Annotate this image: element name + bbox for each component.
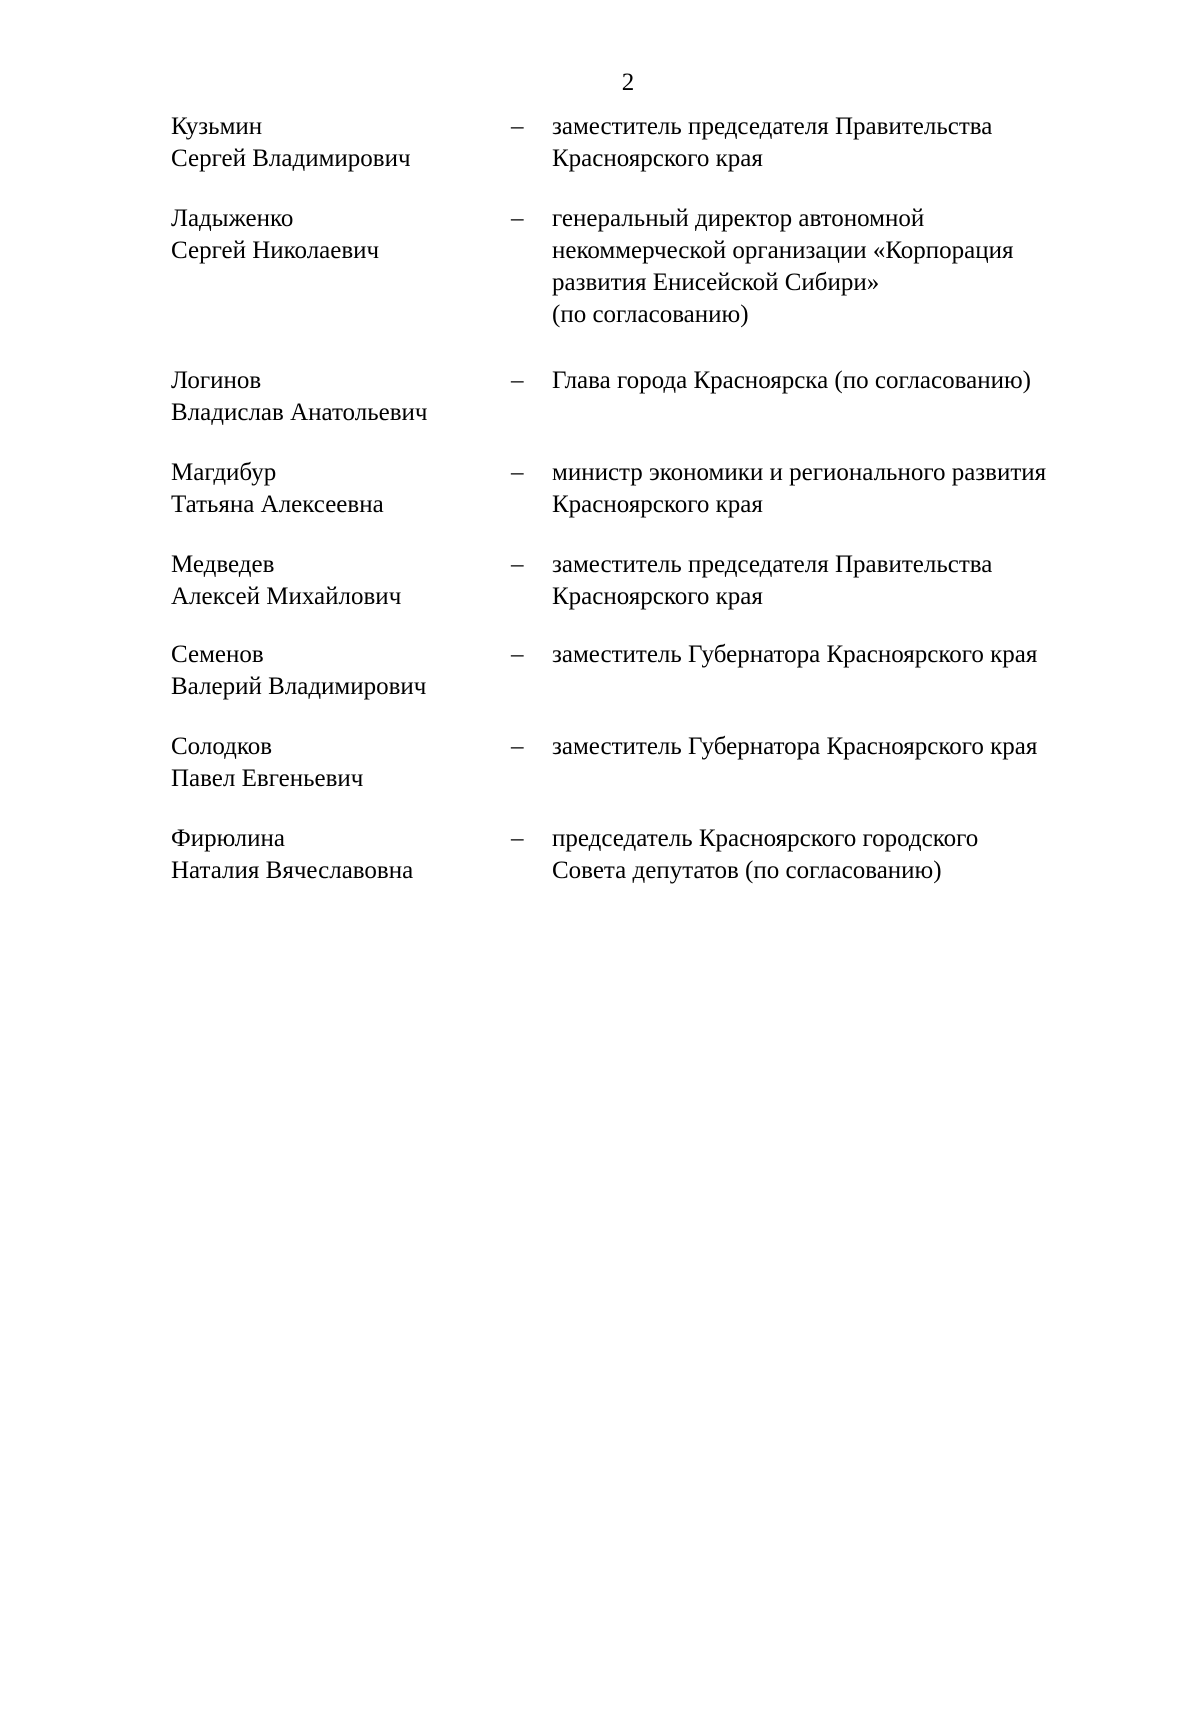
list-item — [171, 639, 1171, 703]
page-number: 2 — [621, 69, 635, 96]
member-position: министр экономики и регионального развития Красноярского края — [552, 459, 1047, 518]
member-given-names: Валерий Владимирович — [171, 673, 427, 700]
dash-separator: – — [511, 825, 524, 852]
member-surname: Ладыженко — [171, 205, 294, 232]
member-surname: Магдибур — [171, 459, 277, 486]
dash-separator: – — [511, 551, 524, 578]
member-name — [171, 823, 511, 887]
member-given-names: Сергей Николаевич — [171, 237, 380, 264]
dash-separator: – — [511, 113, 524, 140]
member-name — [171, 203, 511, 331]
member-position: председатель Красноярского городского Совета депутатов (по согласованию) — [552, 825, 979, 884]
member-given-names: Владислав Анатольевич — [171, 399, 428, 426]
member-surname: Логинов — [171, 367, 262, 394]
member-position: заместитель председателя Правительства Красноярского края — [552, 113, 993, 172]
member-name — [171, 457, 511, 521]
member-surname: Кузьмин — [171, 113, 263, 140]
member-given-names: Сергей Владимирович — [171, 145, 411, 172]
member-name — [171, 111, 511, 175]
dash-separator: – — [511, 367, 524, 394]
member-given-names: Павел Евгеньевич — [171, 765, 364, 792]
dash-separator: – — [511, 205, 524, 232]
member-given-names: Алексей Михайлович — [171, 583, 402, 610]
member-name — [171, 549, 511, 613]
member-position: заместитель Губернатора Красноярского края — [552, 641, 1038, 668]
list-item — [171, 549, 1171, 613]
member-surname: Семенов — [171, 641, 264, 668]
member-surname: Солодков — [171, 733, 273, 760]
list-item — [171, 111, 1171, 175]
dash-separator: – — [511, 459, 524, 486]
member-name — [171, 365, 511, 429]
member-given-names: Татьяна Алексеевна — [171, 491, 384, 518]
dash-separator: – — [511, 641, 524, 668]
member-position: генеральный директор автономной некоммерческой организации «Корпорация развития Енисейской Сибири» (по согласованию) — [552, 205, 1014, 328]
list-item — [171, 203, 1171, 331]
member-position: заместитель Губернатора Красноярского края — [552, 733, 1038, 760]
member-position: заместитель председателя Правительства Красноярского края — [552, 551, 993, 610]
dash-separator: – — [511, 733, 524, 760]
member-name — [171, 639, 511, 703]
list-item — [171, 823, 1171, 887]
member-name — [171, 731, 511, 795]
list-item — [171, 457, 1171, 521]
member-surname: Медведев — [171, 551, 275, 578]
list-item — [171, 731, 1171, 795]
member-list — [171, 111, 1171, 887]
member-position: Глава города Красноярска (по согласованию) — [552, 367, 1031, 394]
member-surname: Фирюлина — [171, 825, 286, 852]
member-given-names: Наталия Вячеславовна — [171, 857, 414, 884]
list-item — [171, 365, 1171, 429]
